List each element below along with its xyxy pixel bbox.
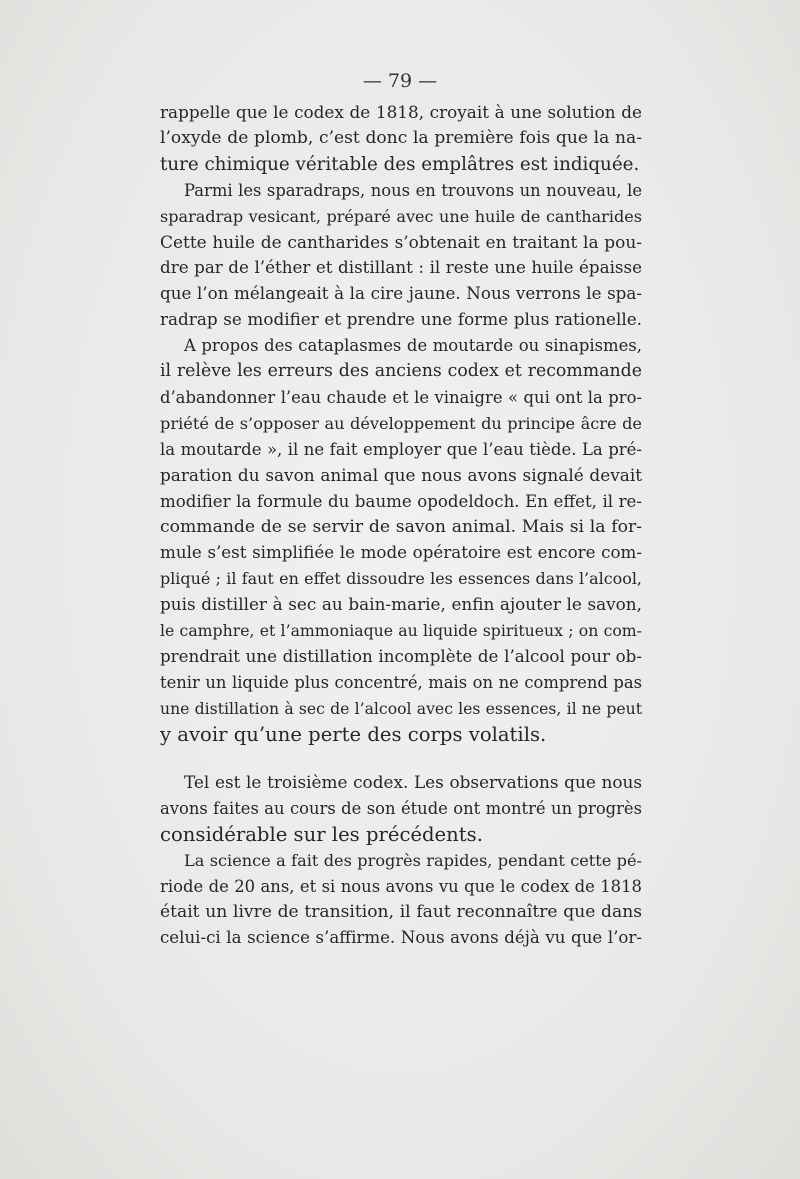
text-line: la moutarde », il ne fait employer que l’eau tiède. La pré- xyxy=(160,439,642,459)
text-line: était un livre de transition, il faut reconnaître que dans xyxy=(160,901,642,922)
text-line: paration du savon animal que nous avons signalé devait xyxy=(160,464,642,485)
text-line: l’oxyde de plomb, c’est donc la première fois que la na- xyxy=(160,127,642,148)
text-line: rappelle que le codex de 1818, croyait à une solution de xyxy=(160,102,642,122)
text-line: ture chimique véritable des emplâtres est indiquée. xyxy=(160,153,640,175)
text-line: commande de se servir de savon animal. Mais si la for- xyxy=(160,516,642,537)
text-line: Tel est le troisième codex. Les observations que nous xyxy=(184,772,642,792)
text-line: radrap se modifier et prendre une forme plus rationelle. xyxy=(160,309,642,330)
text-line: riode de 20 ans, et si nous avons vu que le codex de 1818 xyxy=(160,876,642,896)
text-line: pliqué ; il faut en effet dissoudre les essences dans l’alcool, xyxy=(160,569,642,589)
text-line: modifier la formule du baume opodeldoch. En effet, il re- xyxy=(160,491,642,511)
text-line: A propos des cataplasmes de moutarde ou sinapismes, xyxy=(184,336,642,356)
text-line: considérable sur les précédents. xyxy=(160,822,483,846)
text-line: Cette huile de cantharides s’obtenait en traitant la pou- xyxy=(160,231,642,252)
text-line: dre par de l’éther et distillant : il reste une huile épaisse xyxy=(160,257,642,278)
text-line: Parmi les sparadraps, nous en trouvons un nouveau, le xyxy=(184,180,642,200)
text-line: que l’on mélangeait à la cire jaune. Nous verrons le spa- xyxy=(160,283,642,304)
text-block-main xyxy=(160,100,642,748)
text-line: une distillation à sec de l’alcool avec les essences, il ne peut xyxy=(160,698,642,718)
text-line: puis distiller à sec au bain-marie, enfin ajouter le savon, xyxy=(160,594,642,615)
text-line: il relève les erreurs des anciens codex et recommande xyxy=(160,361,642,382)
text-line: La science a fait des progrès rapides, pendant cette pé- xyxy=(184,850,642,870)
text-line: tenir un liquide plus concentré, mais on ne comprend pas xyxy=(160,672,642,692)
text-line: sparadrap vesicant, préparé avec une huile de cantharides xyxy=(160,206,642,226)
text-line: y avoir qu’une perte des corps volatils. xyxy=(160,722,547,746)
text-line: le camphre, et l’ammoniaque au liquide spiritueux ; on com- xyxy=(160,621,642,641)
text-line: priété de s’opposer au développement du principe âcre de xyxy=(160,413,642,433)
text-line: prendrait une distillation incomplète de l’alcool pour ob- xyxy=(160,647,642,667)
text-line: d’abandonner l’eau chaude et le vinaigre « qui ont la pro- xyxy=(160,387,642,407)
text-line: celui-ci la science s’affirme. Nous avons déjà vu que l’or- xyxy=(160,928,642,948)
text-line: avons faites au cours de son étude ont montré un progrès xyxy=(160,798,642,818)
text-line: mule s’est simplifiée le mode opératoire est encore com- xyxy=(160,542,642,563)
page-number: — 79 — xyxy=(362,70,438,92)
text-block-secondary xyxy=(160,770,642,951)
